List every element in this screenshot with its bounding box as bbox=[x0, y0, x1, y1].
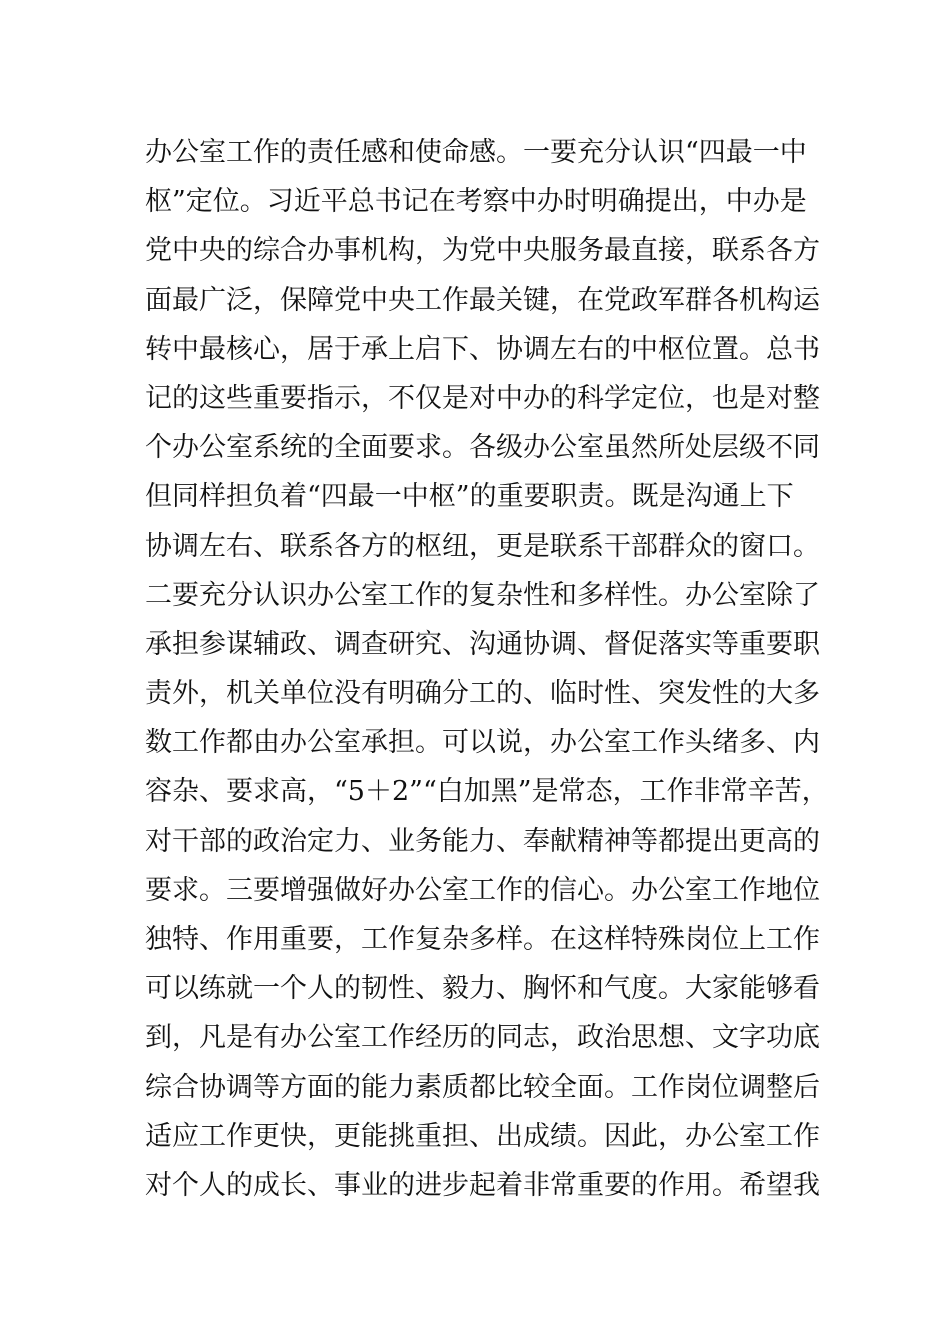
text-line-1: 办公室工作的责任感和使命感。一要充分认识“四最一中 bbox=[145, 137, 807, 168]
text-line-16: 要求。三要增强做好办公室工作的信心。办公室工作地位 bbox=[145, 874, 820, 906]
text-line-19: 到，凡是有办公室工作经历的同志，政治思想、文字功底 bbox=[145, 1022, 820, 1054]
text-line-2: 枢”定位。习近平总书记在考察中办时明确提出，中办是 bbox=[145, 186, 807, 218]
text-line-17: 独特、作用重要，工作复杂多样。在这样特殊岗位上工作 bbox=[145, 924, 820, 955]
text-line-13: 数工作都由办公室承担。可以说，办公室工作头绪多、内 bbox=[145, 727, 820, 759]
text-line-14: 容杂、要求高，“5＋2”“白加黑”是常态，工作非常辛苦， bbox=[145, 776, 829, 808]
text-line-11: 承担参谋辅政、调查研究、沟通协调、督促落实等重要职 bbox=[145, 628, 820, 660]
text-line-15: 对干部的政治定力、业务能力、奉献精神等都提出更高的 bbox=[145, 825, 820, 857]
text-line-22: 对个人的成长、事业的进步起着非常重要的作用。希望我 bbox=[145, 1169, 820, 1201]
text-line-8: 但同样担负着“四最一中枢”的重要职责。既是沟通上下 bbox=[145, 481, 794, 513]
text-line-12: 责外，机关单位没有明确分工的、临时性、突发性的大多 bbox=[145, 678, 820, 710]
text-line-9: 协调左右、联系各方的枢纽，更是联系干部群众的窗口。 bbox=[145, 530, 820, 562]
text-line-5: 转中最核心，居于承上启下、协调左右的中枢位置。总书 bbox=[145, 333, 820, 365]
text-line-6: 记的这些重要指示，不仅是对中办的科学定位，也是对整 bbox=[145, 382, 820, 414]
text-line-4: 面最广泛，保障党中央工作最关键，在党政军群各机构运 bbox=[145, 284, 820, 316]
text-line-20: 综合协调等方面的能力素质都比较全面。工作岗位调整后 bbox=[145, 1071, 820, 1103]
text-line-18: 可以练就一个人的韧性、毅力、胸怀和气度。大家能够看 bbox=[145, 973, 820, 1005]
text-line-21: 适应工作更快，更能挑重担、出成绩。因此，办公室工作 bbox=[145, 1120, 820, 1152]
text-line-3: 党中央的综合办事机构，为党中央服务最直接，联系各方 bbox=[145, 235, 820, 267]
body-paragraph bbox=[145, 128, 829, 1210]
text-line-7: 个办公室系统的全面要求。各级办公室虽然所处层级不同 bbox=[145, 432, 820, 464]
text-line-10: 二要充分认识办公室工作的复杂性和多样性。办公室除了 bbox=[145, 579, 820, 611]
